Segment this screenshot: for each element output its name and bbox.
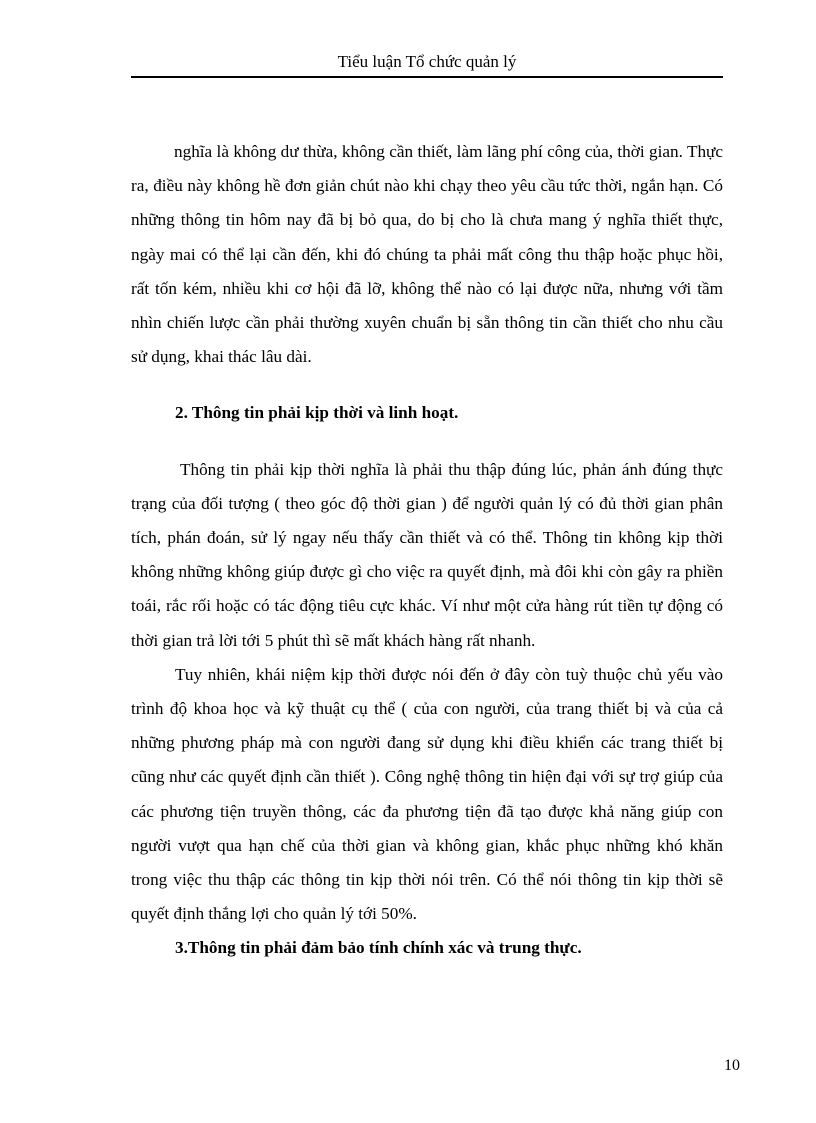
page-header-title: Tiểu luận Tổ chức quản lý: [337, 52, 517, 71]
document-body: [131, 135, 723, 966]
header-divider: [131, 76, 723, 78]
paragraph-timeliness-technology: Tuy nhiên, khái niệm kịp thời được nói đến ở đây còn tuỳ thuộc chủ yếu vào trình độ khoa học và kỹ thuật cụ thể ( của con người, của trang thiết bị và của cả những phương pháp mà con người đang sử dụng khi điều khiển các trang thiết bị cũng như các quyết định cần thiết ). Công nghệ thông tin hiện đại với sự trợ giúp của các phương tiện truyền thông, các đa phương tiện đã tạo được khả năng giúp con người vượt qua hạn chế của thời gian và không gian, khắc phục những khó khăn trong việc thu thập các thông tin kịp thời nói trên. Có thể nói thông tin kịp thời sẽ quyết định thắng lợi cho quản lý tới 50%.: [131, 664, 723, 924]
paragraph-timeliness: Thông tin phải kịp thời nghĩa là phải thu thập đúng lúc, phản ánh đúng thực trạng của đối tượng ( theo góc độ thời gian ) để người quản lý có đủ thời gian phân tích, phán đoán, sử lý ngay nếu thấy cần thiết và có thể. Thông tin không kịp thời không những không giúp được gì cho việc ra quyết định, mà đôi khi còn gây ra phiền toái, rắc rối hoặc có tác động tiêu cực khác. Ví như một cửa hàng rút tiền tự động có thời gian trả lời tới 5 phút thì sẽ mất khách hàng rất nhanh.: [131, 459, 723, 650]
page-number: 10: [724, 1057, 740, 1074]
section-heading-2: 2. Thông tin phải kịp thời và linh hoạt.: [175, 403, 459, 423]
section-heading-3: 3.Thông tin phải đảm bảo tính chính xác và trung thực.: [175, 938, 582, 958]
paragraph-continuation: nghĩa là không dư thừa, không cần thiết, làm lãng phí công của, thời gian. Thực ra, điều này không hề đơn giản chút nào khi chạy theo yêu cầu tức thời, ngắn hạn. Có những thông tin hôm nay đã bị bỏ qua, do bị cho là chưa mang ý nghĩa thiết thực, ngày mai có thể lại cần đến, khi đó chúng ta phải mất công thu thập hoặc phục hồi, rất tốn kém, nhiều khi cơ hội đã lỡ, không thể nào có lại được nữa, nhưng với tầm nhìn chiến lược cần phải thường xuyên chuẩn bị sẵn thông tin cần thiết cho nhu cầu sử dụng, khai thác lâu dài.: [131, 142, 723, 367]
